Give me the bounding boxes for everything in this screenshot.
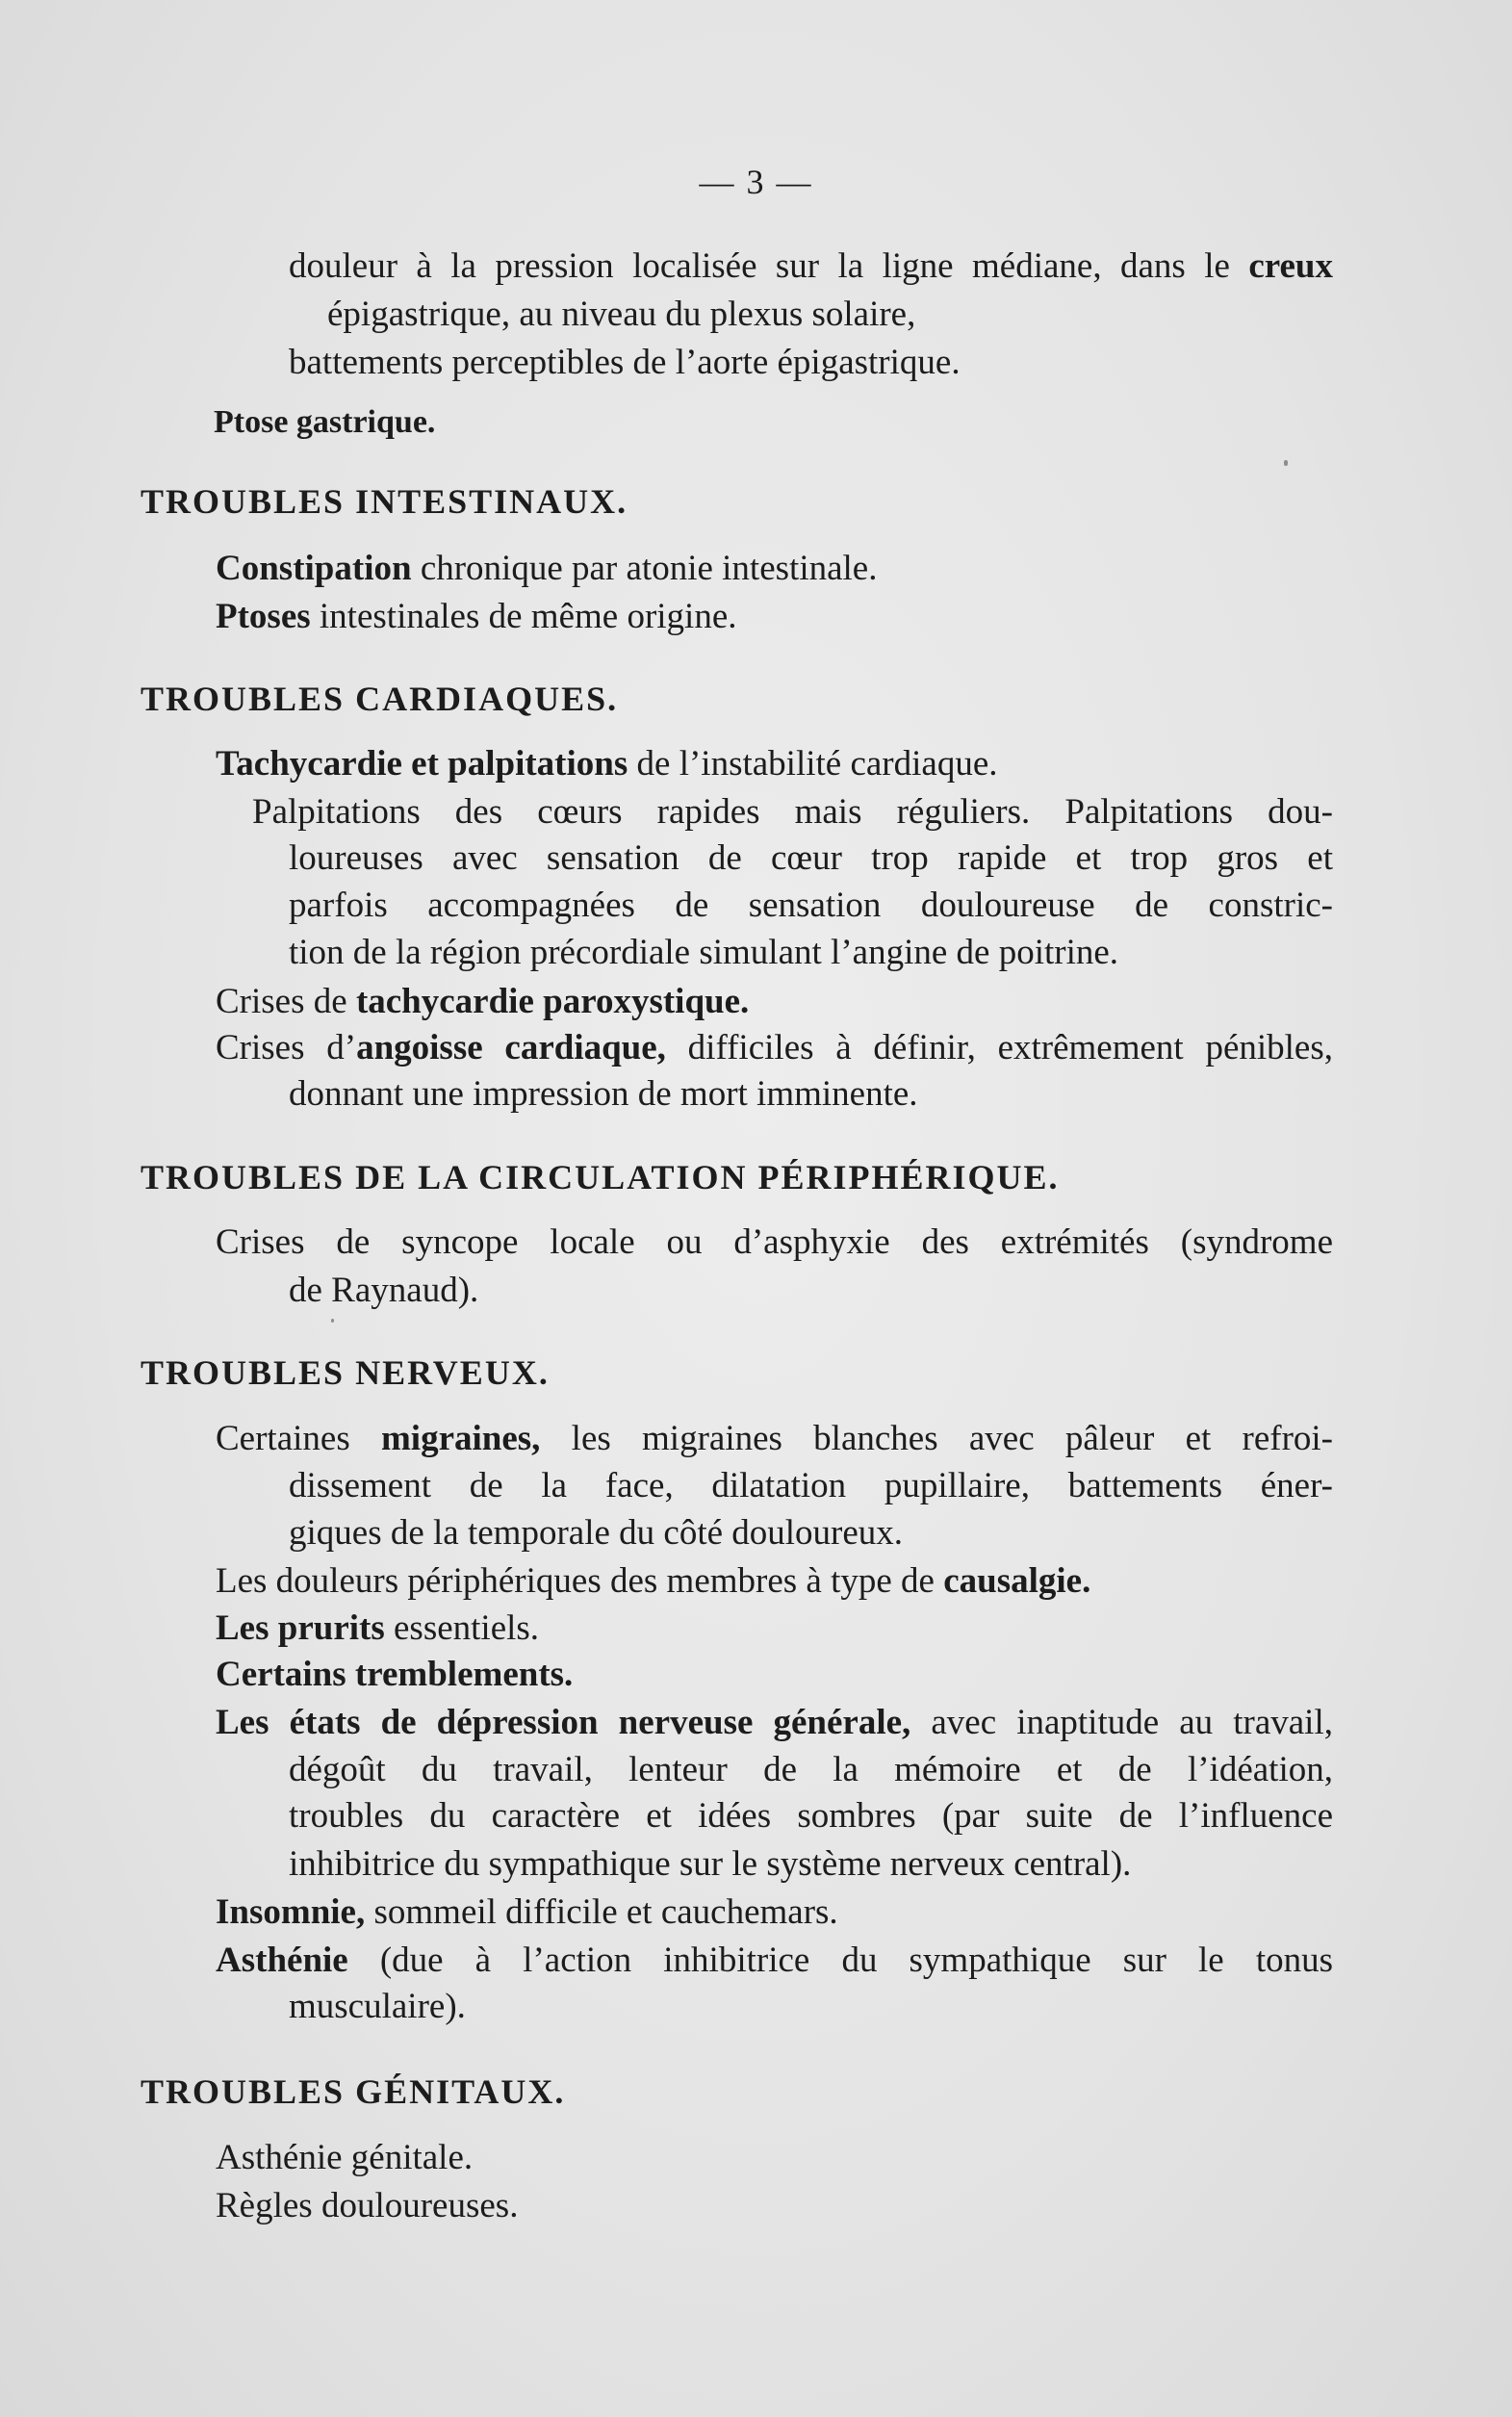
- nerveux-item-1-line-1: [216, 1421, 1333, 1456]
- cardiaques-item-3-bold: tachycardie paroxystique.: [355, 982, 750, 1021]
- nerveux-item-1-text: les migraines blanches avec pâleur et refroi-: [540, 1419, 1333, 1458]
- nerveux-item-3-bold: Les prurits: [216, 1608, 385, 1648]
- cardiaques-item-1-text: de l’instabilité cardiaque.: [628, 744, 998, 784]
- ptose-gastrique: Ptose gastrique.: [214, 404, 436, 440]
- intro-line-1-bold: creux: [1248, 246, 1333, 286]
- cardiaques-item-3-text: Crises de: [216, 982, 356, 1021]
- nerveux-item-4: Certains tremblements.: [216, 1655, 574, 1694]
- cardiaques-item-2-line-2: loureuses avec sensation de cœur trop rapide et trop gros et: [289, 838, 1333, 878]
- nerveux-item-6-bold: Insomnie,: [216, 1892, 366, 1932]
- cardiaques-item-4-line-2: donnant une impression de mort imminente.: [289, 1074, 918, 1114]
- intestinaux-item-2: [216, 599, 737, 634]
- nerveux-item-5-text: avec inaptitude au travail,: [910, 1703, 1333, 1742]
- intestinaux-item-1-bold: Constipation: [216, 549, 412, 588]
- nerveux-item-7-line-2: musculaire).: [289, 1987, 466, 2026]
- cardiaques-item-4-bold: angoisse cardiaque,: [356, 1028, 666, 1067]
- nerveux-item-2: [216, 1563, 1090, 1599]
- ink-speck: [1284, 460, 1288, 466]
- cardiaques-item-1-bold: Tachycardie et palpitations: [216, 744, 628, 784]
- cardiaques-item-4-pre: Crises d’: [216, 1028, 357, 1067]
- cardiaques-item-4-text: difficiles à définir, extrêmement pénibles,: [665, 1028, 1334, 1067]
- nerveux-item-7-bold: Asthénie: [216, 1941, 348, 1980]
- nerveux-item-5-line-4: inhibitrice du sympathique sur le système nerveux central).: [289, 1844, 1132, 1884]
- intestinaux-item-1-text: chronique par atonie intestinale.: [411, 549, 878, 588]
- nerveux-item-5-bold: Les états de dépression nerveuse générale,: [216, 1703, 911, 1742]
- nerveux-item-2-text: Les douleurs périphériques des membres à type de: [216, 1561, 944, 1601]
- intestinaux-item-1: [216, 551, 877, 586]
- cardiaques-item-1: [216, 746, 998, 782]
- nerveux-item-1-line-3: giques de la temporale du côté douloureux.: [289, 1513, 904, 1553]
- cardiaques-item-2-line-1: Palpitations des cœurs rapides mais réguliers. Palpitations dou-: [252, 792, 1333, 832]
- heading-nerveux: TROUBLES NERVEUX.: [141, 1353, 550, 1392]
- circulation-line-1: Crises de syncope locale ou d’asphyxie des extrémités (syndrome: [216, 1222, 1333, 1262]
- nerveux-item-5-line-3: troubles du caractère et idées sombres (par suite de l’influence: [289, 1796, 1333, 1836]
- intro-line-1-text: douleur à la pression localisée sur la ligne médiane, dans le: [289, 246, 1249, 286]
- intro-line-2: épigastrique, au niveau du plexus solaire,: [327, 295, 916, 334]
- nerveux-item-3-text: essentiels.: [384, 1608, 540, 1648]
- intestinaux-item-2-bold: Ptoses: [216, 597, 311, 636]
- nerveux-item-3: [216, 1610, 539, 1646]
- nerveux-item-7-text: (due à l’action inhibitrice du sympathique sur le tonus: [347, 1941, 1333, 1980]
- ink-speck: [331, 1319, 334, 1323]
- nerveux-item-1-pre: Certaines: [216, 1419, 381, 1458]
- nerveux-item-6-text: sommeil difficile et cauchemars.: [365, 1892, 838, 1932]
- intro-line-1: [289, 248, 1333, 284]
- nerveux-item-1-bold: migraines,: [380, 1419, 541, 1458]
- circulation-line-2: de Raynaud).: [289, 1271, 479, 1310]
- cardiaques-item-2-line-4: tion de la région précordiale simulant l’angine de poitrine.: [289, 933, 1119, 972]
- heading-genitaux: TROUBLES GÉNITAUX.: [141, 2072, 566, 2111]
- nerveux-item-7-line-1: [216, 1942, 1333, 1978]
- heading-circulation: TROUBLES DE LA CIRCULATION PÉRIPHÉRIQUE.: [141, 1158, 1060, 1196]
- nerveux-item-6: [216, 1894, 838, 1930]
- nerveux-item-5-line-2: dégoût du travail, lenteur de la mémoire et de l’idéation,: [289, 1750, 1333, 1789]
- cardiaques-item-3: [216, 984, 749, 1019]
- heading-intestinaux: TROUBLES INTESTINAUX.: [141, 482, 628, 521]
- nerveux-item-5-line-1: [216, 1705, 1333, 1740]
- heading-cardiaques: TROUBLES CARDIAQUES.: [141, 680, 619, 718]
- cardiaques-item-4-line-1: [216, 1030, 1333, 1066]
- page-number: — 3 —: [699, 163, 813, 201]
- cardiaques-item-2-line-3: parfois accompagnées de sensation douloureuse de constric-: [289, 886, 1333, 925]
- nerveux-item-1-line-2: dissement de la face, dilatation pupillaire, battements éner-: [289, 1466, 1333, 1505]
- intestinaux-item-2-text: intestinales de même origine.: [310, 597, 737, 636]
- nerveux-item-2-bold: causalgie.: [943, 1561, 1091, 1601]
- genitaux-item-2: Règles douloureuses.: [216, 2186, 519, 2225]
- genitaux-item-1: Asthénie génitale.: [216, 2138, 474, 2177]
- intro-line-3: battements perceptibles de l’aorte épigastrique.: [289, 343, 961, 382]
